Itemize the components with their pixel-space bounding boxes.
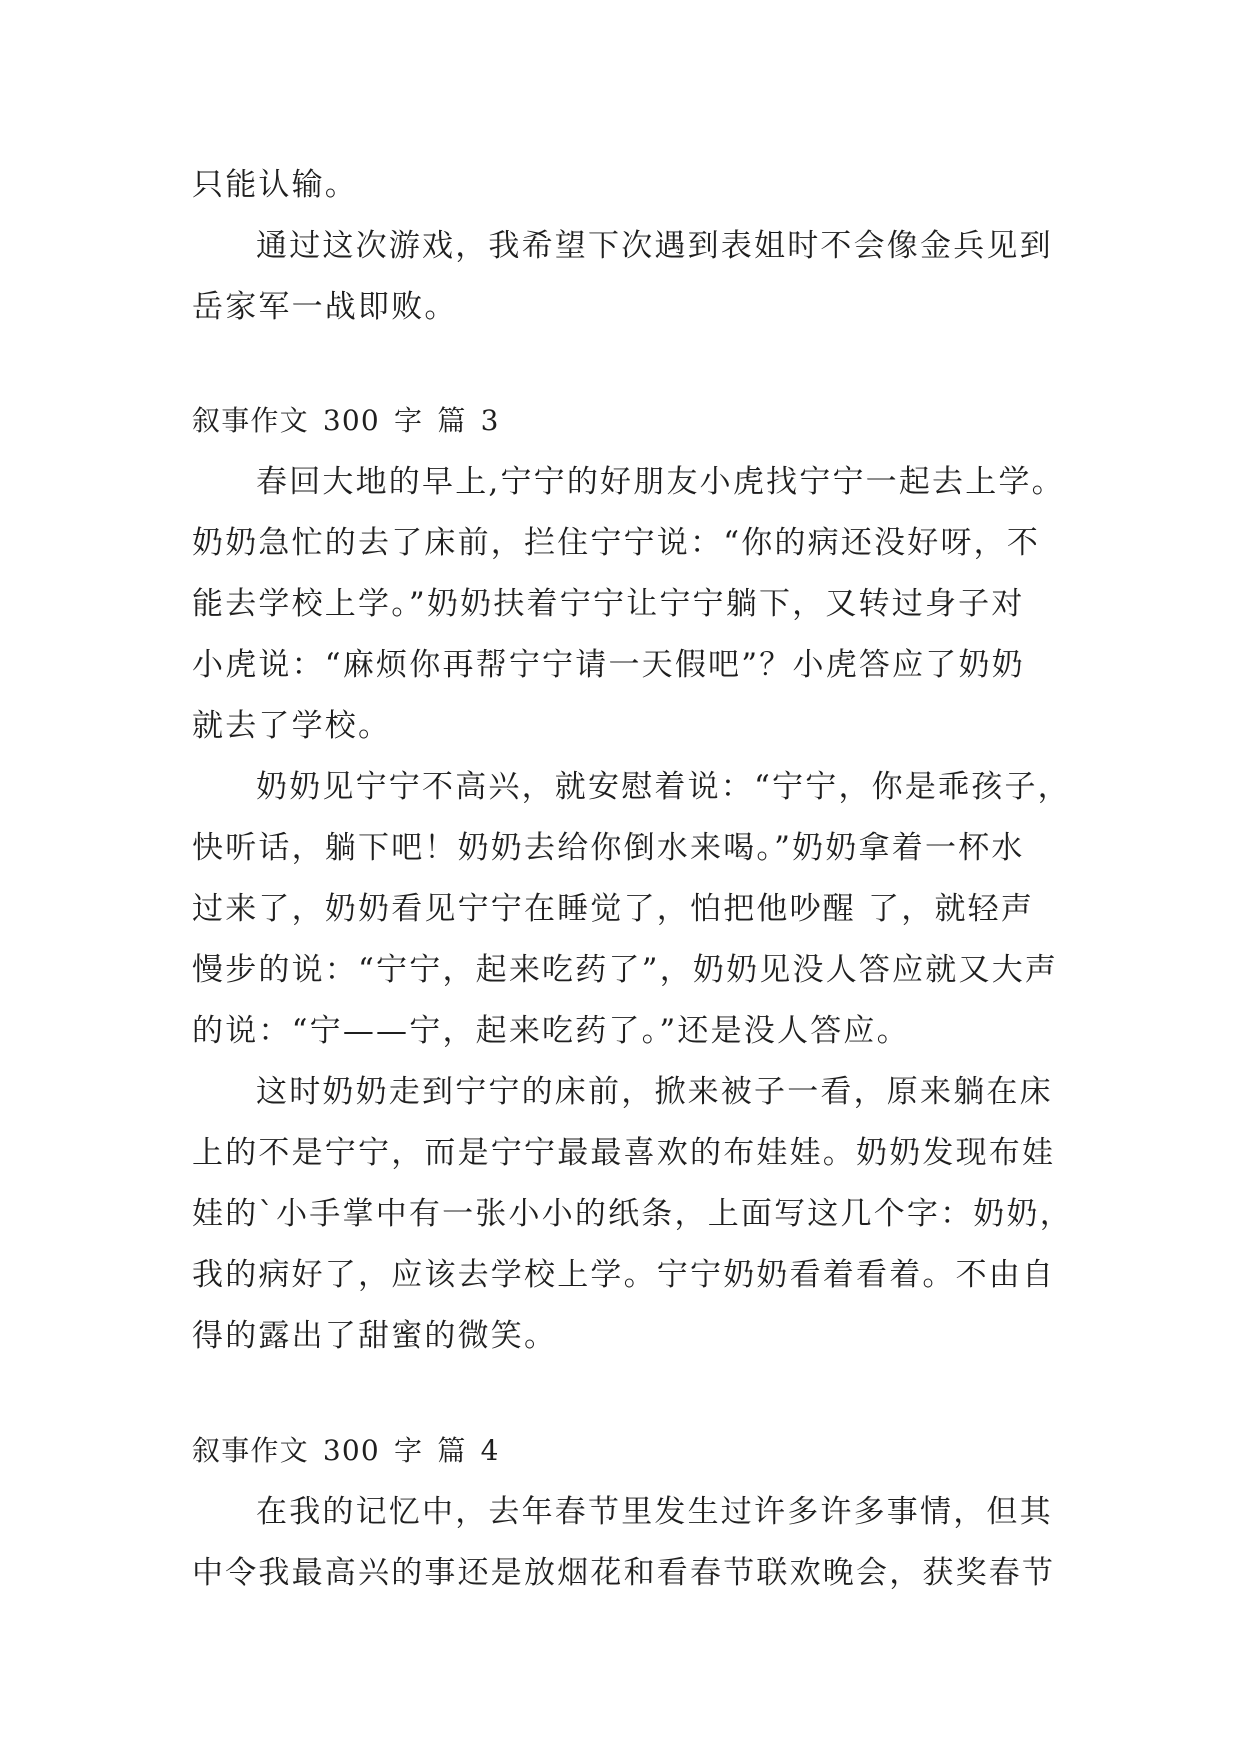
paragraph-line: 娃的`小手掌中有一张小小的纸条，上面写这几个字：奶奶， xyxy=(192,1196,1073,1232)
paragraph-line: 小虎说：“麻烦你再帮宁宁请一天假吧”？小虎答应了奶奶 xyxy=(192,647,1025,683)
paragraph-line: 得的露出了甜蜜的微笑。 xyxy=(192,1318,558,1354)
paragraph-line: 奶奶急忙的去了床前，拦住宁宁说：“你的病还没好呀，不 xyxy=(192,525,1041,561)
paragraph-line: 我的病好了，应该去学校上学。宁宁奶奶看着看着。不由自 xyxy=(192,1257,1056,1293)
paragraph-line: 快听话，躺下吧！奶奶去给你倒水来喝。”奶奶拿着一杯水 xyxy=(192,830,1025,866)
paragraph-line: 就去了学校。 xyxy=(192,708,392,744)
paragraph-line: 中令我最高兴的事还是放烟花和看春节联欢晚会，获奖春节 xyxy=(192,1555,1056,1591)
paragraph-line: 慢步的说：“宁宁，起来吃药了”，奶奶见没人答应就又大声 xyxy=(192,952,1059,988)
paragraph-line: 在我的记忆中，去年春节里发生过许多许多事情，但其 xyxy=(256,1494,1053,1530)
paragraph-line: 春回大地的早上,宁宁的好朋友小虎找宁宁一起去上学。 xyxy=(256,464,1065,500)
paragraph-line: 只能认输。 xyxy=(192,167,358,203)
section-heading-3: 叙事作文 300 字 篇 3 xyxy=(192,404,500,437)
paragraph-line: 能去学校上学。”奶奶扶着宁宁让宁宁躺下，又转过身子对 xyxy=(192,586,1025,622)
paragraph-line: 的说：“宁——宁，起来吃药了。”还是没人答应。 xyxy=(192,1013,910,1049)
paragraph-line: 这时奶奶走到宁宁的床前，掀来被子一看，原来躺在床 xyxy=(256,1074,1053,1110)
paragraph-line: 通过这次游戏，我希望下次遇到表姐时不会像金兵见到 xyxy=(256,228,1053,264)
section-heading-4: 叙事作文 300 字 篇 4 xyxy=(192,1434,500,1467)
paragraph-line: 奶奶见宁宁不高兴，就安慰着说：“宁宁，你是乖孩子， xyxy=(256,769,1071,805)
paragraph-line: 岳家军一战即败。 xyxy=(192,289,458,325)
paragraph-line: 过来了，奶奶看见宁宁在睡觉了，怕把他吵醒 了，就轻声 xyxy=(192,891,1035,927)
paragraph-line: 上的不是宁宁，而是宁宁最最喜欢的布娃娃。奶奶发现布娃 xyxy=(192,1135,1056,1171)
